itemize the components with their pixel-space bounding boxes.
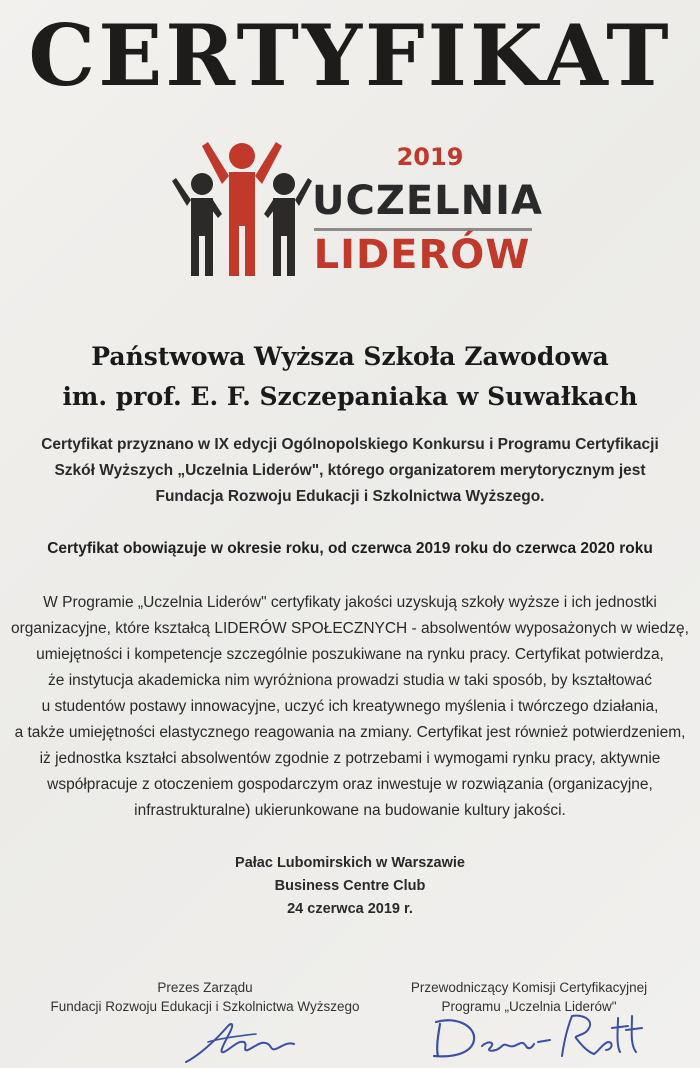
place-and-date	[0, 852, 700, 921]
program-description	[0, 590, 700, 824]
intro-line: Szkół Wyższych „Uczelnia Liderów", którego organizatorem merytorycznym jest	[54, 462, 646, 479]
description-line: W Programie „Uczelnia Liderów" certyfikaty jakości uzyskują szkoły wyższe i ich jednostki	[43, 594, 657, 611]
signatory-left-organization: Fundacji Rozwoju Edukacji i Szkolnictwa Wyższego	[50, 999, 360, 1014]
signatory-left	[40, 978, 370, 1016]
description-line: umiejętności i kompetencje szczególnie poszukiwane na rynku pracy. Certyfikat potwierdza,	[36, 646, 664, 663]
logo-year: 2019	[396, 143, 464, 171]
description-line: infrastrukturalne) ukierunkowane na budowanie kultury jakości.	[134, 802, 566, 819]
issue-date: 24 czerwca 2019 r.	[287, 901, 413, 917]
intro-paragraph	[0, 432, 700, 510]
description-line: u studentów postawy innowacyjne, uczyć ich kreatywnego myślenia i twórczego działania,	[41, 698, 659, 715]
venue-name: Pałac Lubomirskich w Warszawie	[235, 855, 465, 871]
description-line: współpracuje z otoczeniem gospodarczym oraz inwestuje w rozwiązania (organizacyjne,	[47, 776, 653, 793]
logo-word-uczelnia: UCZELNIA	[312, 178, 543, 224]
three-people-raised-arms-icon	[172, 134, 312, 280]
validity-statement: Certyfikat obowiązuje w okresie roku, od czerwca 2019 roku do czerwca 2020 roku	[47, 540, 653, 557]
certificate-title: CERTYFIKAT	[28, 6, 672, 105]
description-line: że instytucja akademicka nim wyróżniona prowadzi studia w taki sposób, by kształtować	[48, 672, 652, 689]
logo-word-liderow: LIDERÓW	[313, 232, 531, 278]
signature-left	[178, 1012, 298, 1068]
description-line: organizacyjne, które kształcą LIDERÓW SPOŁECZNYCH - absolwentów wyposażonych w wiedzę,	[11, 620, 689, 637]
signature-right	[426, 1006, 652, 1066]
description-line: iż jednostka kształci absolwentów zgodnie z potrzebami i wymogami rynku pracy, aktywnie	[39, 750, 661, 767]
signatory-left-title: Prezes Zarządu	[157, 980, 253, 995]
intro-line: Fundacja Rozwoju Edukacji i Szkolnictwa Wyższego.	[155, 488, 545, 505]
organization-name: Business Centre Club	[274, 878, 426, 894]
description-line: a także umiejętności elastycznego reagowania na zmiany. Certyfikat jest również potwierdzeniem,	[14, 724, 686, 741]
intro-line: Certyfikat przyznano w IX edycji Ogólnopolskiego Konkursu i Programu Certyfikacji	[41, 436, 659, 453]
school-name-line1: Państwowa Wyższa Szkoła Zawodowa	[91, 342, 609, 371]
signatory-right-title: Przewodniczący Komisji Certyfikacyjnej	[410, 980, 648, 995]
signatory-right-organization: Programu „Uczelnia Liderów"	[441, 999, 617, 1014]
logo-divider	[314, 228, 532, 231]
school-name-line2: im. prof. E. F. Szczepaniaka w Suwałkach	[62, 382, 638, 411]
